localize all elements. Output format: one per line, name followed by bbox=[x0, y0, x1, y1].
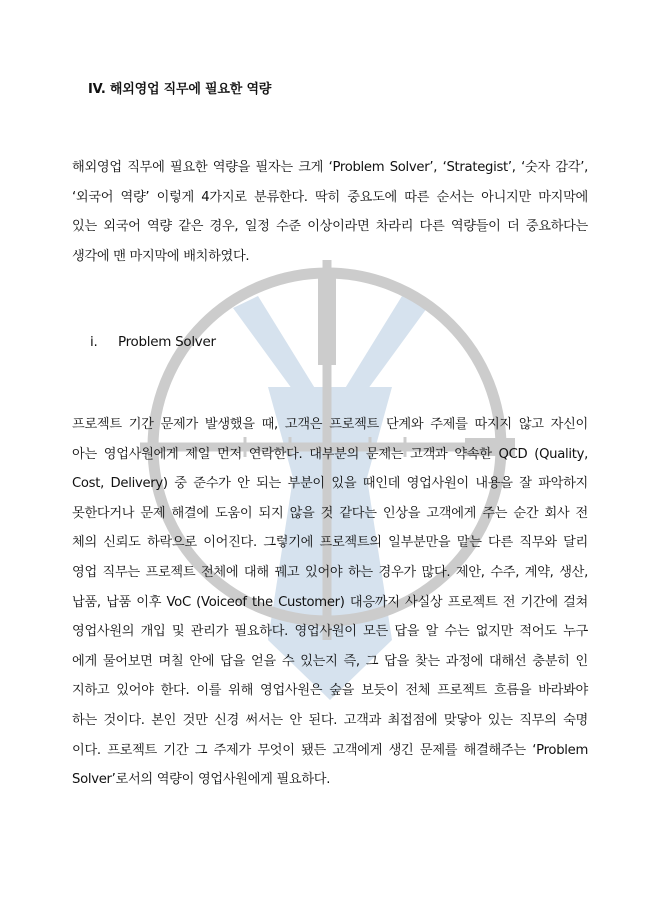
text-line: 에게 물어보면 며칠 안에 답을 얻을 수 있는지 즉, 그 답을 찾는 과정에 대해선 충분히 인 bbox=[72, 653, 588, 669]
text-line: 체의 신뢰도 하락으로 이어진다. 그렇기에 프로젝트의 일부분만을 맡는 다른 직무와 달리 bbox=[72, 535, 588, 551]
subsection-number: i. bbox=[90, 334, 98, 350]
text-line: 해외영업 직무에 필요한 역량을 필자는 크게 ‘Problem Solver’, ‘Strategist’, ‘숫자 감각’, bbox=[72, 160, 588, 175]
text-line: 있는 외국어 역량 같은 경우, 일정 수준 이상이라면 차라리 다른 역량들이 더 중요하다는 bbox=[72, 219, 588, 235]
text-line: 못한다거나 문제 해결에 도움이 되지 않을 것 같다는 인상을 고객에게 주는 순간 회사 전 bbox=[72, 505, 588, 521]
text-line: Cost, Delivery) 중 준수가 안 되는 부분이 있을 때인데 영업사원이 내용을 잘 파악하지 bbox=[72, 476, 588, 492]
intro-paragraph bbox=[72, 153, 588, 271]
section-heading: IV. 해외영업 직무에 필요한 역량 bbox=[88, 82, 272, 97]
text-line: 이다. 프로젝트 기간 그 주제가 무엇이 됐든 고객에게 생긴 문제를 해결해주는 ‘Problem bbox=[72, 742, 588, 758]
text-line: 프로젝트 기간 문제가 발생했을 때, 고객은 프로젝트 단계와 주제를 따지지 않고 자신이 bbox=[72, 417, 588, 432]
text-line: 납품, 납품 이후 VoC (Voiceof the Customer) 대응까지 사실상 프로젝트 전 기간에 걸쳐 bbox=[72, 594, 588, 610]
text-line: ‘외국어 역량’ 이렇게 4가지로 분류한다. 딱히 중요도에 따른 순서는 아니지만 마지막에 bbox=[72, 189, 588, 205]
body-paragraph bbox=[72, 410, 588, 795]
subsection-title: Problem Solver bbox=[118, 334, 216, 350]
text-line: Solver’로서의 역량이 영업사원에게 필요하다. bbox=[72, 772, 331, 788]
text-line: 아는 영업사원에게 제일 먼저 연락한다. 대부분의 문제는 고객과 약속한 QCD (Quality, bbox=[72, 446, 588, 462]
text-line: 영업 직무는 프로젝트 전체에 대해 꿰고 있어야 하는 경우가 많다. 제안, 수주, 계약, 생산, bbox=[72, 564, 588, 580]
text-line: 지하고 있어야 한다. 이를 위해 영업사원은 숲을 보듯이 전체 프로젝트 흐름을 바라봐야 bbox=[72, 683, 588, 699]
text-line: 영업사원의 개입 및 관리가 필요하다. 영업사원이 모든 답을 알 수는 없지만 적어도 누구 bbox=[72, 624, 588, 640]
text-line: 하는 것이다. 본인 것만 신경 써서는 안 된다. 고객과 최접점에 맞닿아 있는 직무의 숙명 bbox=[72, 712, 588, 728]
text-line: 생각에 맨 마지막에 배치하였다. bbox=[72, 248, 250, 264]
